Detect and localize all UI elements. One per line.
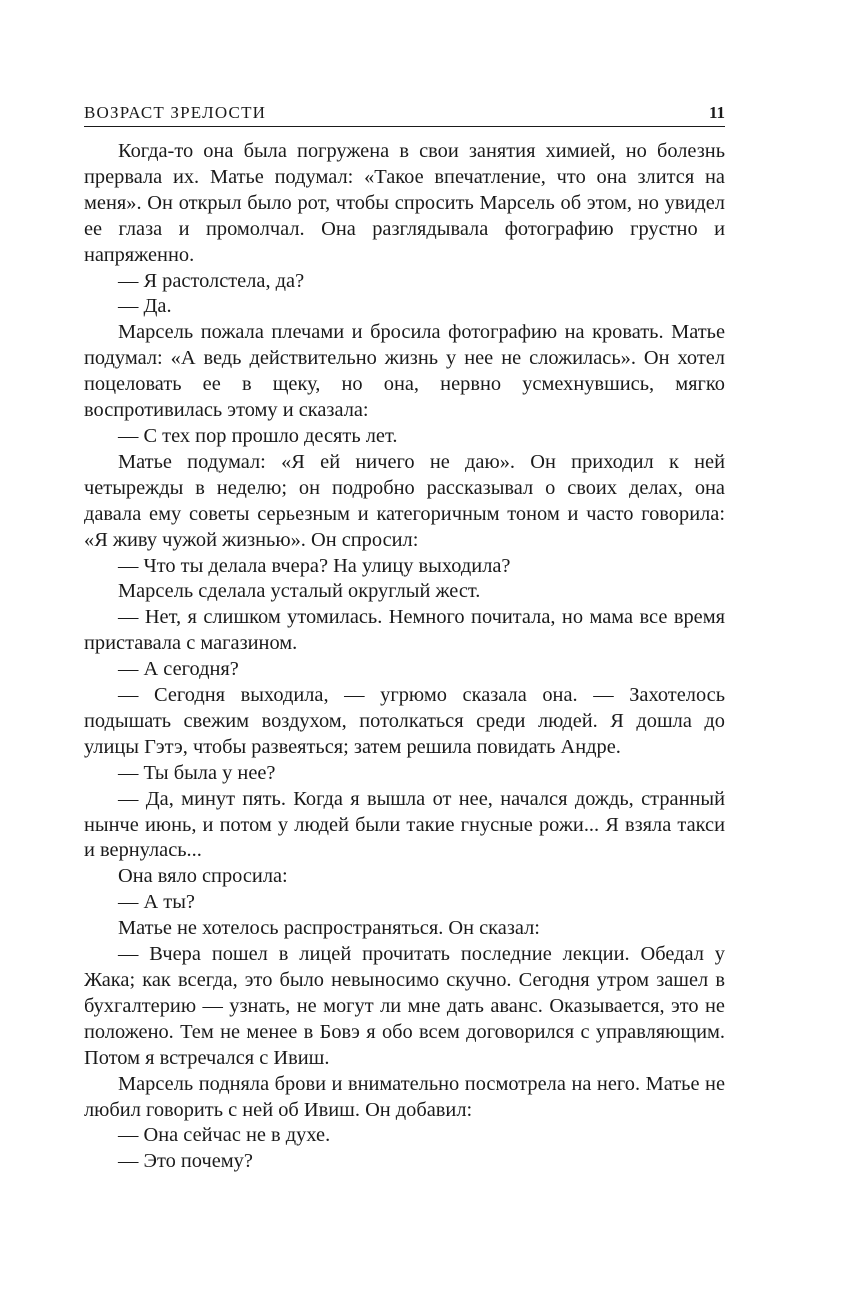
dialogue-line: — Да, минут пять. Когда я вышла от нее, начался дождь, странный нынче июнь, и потом у людей были такие гнусные рожи... Я взяла такси и вернулась... xyxy=(84,787,725,862)
dialogue-line: — Что ты делала вчера? На улицу выходила? xyxy=(118,554,511,577)
paragraph: Она вяло спросила: xyxy=(118,865,288,888)
dialogue-line: — Ты была у нее? xyxy=(118,761,276,784)
paragraph: Марсель пожала плечами и бросила фотографию на кровать. Матье подумал: «А ведь действительно жизнь у нее не сложилась». Он хотел поцеловать ее в щеку, но она, нервно усмехнувшись, мягко воспротивилась этому и сказала: xyxy=(84,321,725,422)
book-page xyxy=(84,0,725,1312)
dialogue-line: — Нет, я слишком утомилась. Немного почитала, но мама все время приставала с магазином. xyxy=(84,606,725,655)
paragraph: Матье подумал: «Я ей ничего не даю». Он приходил к ней четырежды в неделю; он подробно рассказывал о своих делах, она давала ему советы серьезным и категоричным тоном и часто говорила: «Я живу чужой жизнью». Он спросил: xyxy=(84,450,725,551)
running-header xyxy=(84,102,725,127)
dialogue-line: — Сегодня выходила, — угрюмо сказала она. — Захотелось подышать свежим воздухом, потолкаться среди людей. Я дошла до улицы Гэтэ, чтобы развеяться; затем решила повидать Андре. xyxy=(84,684,725,758)
paragraph: Когда-то она была погружена в свои занятия химией, но болезнь прервала их. Матье подумал: «Такое впечатление, что она злится на меня». Он открыл было рот, чтобы спросить Марсель об этом, но увидел ее глаза и промолчал. Она разглядывала фотографию грустно и напряженно. xyxy=(84,140,725,266)
dialogue-line: — Вчера пошел в лицей прочитать последние лекции. Обедал у Жака; как всегда, это было невыносимо скучно. Сегодня утром зашел в бухгалтерию — узнать, не могут ли мне дать аванс. Оказывается, это не положено. Тем не менее в Бовэ я обо всем договорился с управляющим. Потом я встречался с Ивиш. xyxy=(84,943,725,1069)
body-text xyxy=(84,139,725,1175)
paragraph: Марсель подняла брови и внимательно посмотрела на него. Матье не любил говорить с ней об Ивиш. Он добавил: xyxy=(84,1072,725,1121)
paragraph: Марсель сделала усталый округлый жест. xyxy=(118,580,481,603)
dialogue-line: — С тех пор прошло десять лет. xyxy=(118,424,398,447)
dialogue-line: — А ты? xyxy=(118,891,195,914)
dialogue-line: — Она сейчас не в духе. xyxy=(118,1124,331,1147)
paragraph: Матье не хотелось распространяться. Он сказал: xyxy=(118,917,540,940)
dialogue-line: — Я растолстела, да? xyxy=(118,269,305,292)
dialogue-line: — А сегодня? xyxy=(118,658,239,681)
page-number: 11 xyxy=(708,103,725,122)
dialogue-line: — Да. xyxy=(118,295,172,318)
running-title: ВОЗРАСТ ЗРЕЛОСТИ xyxy=(84,103,267,122)
dialogue-line: — Это почему? xyxy=(118,1150,253,1173)
